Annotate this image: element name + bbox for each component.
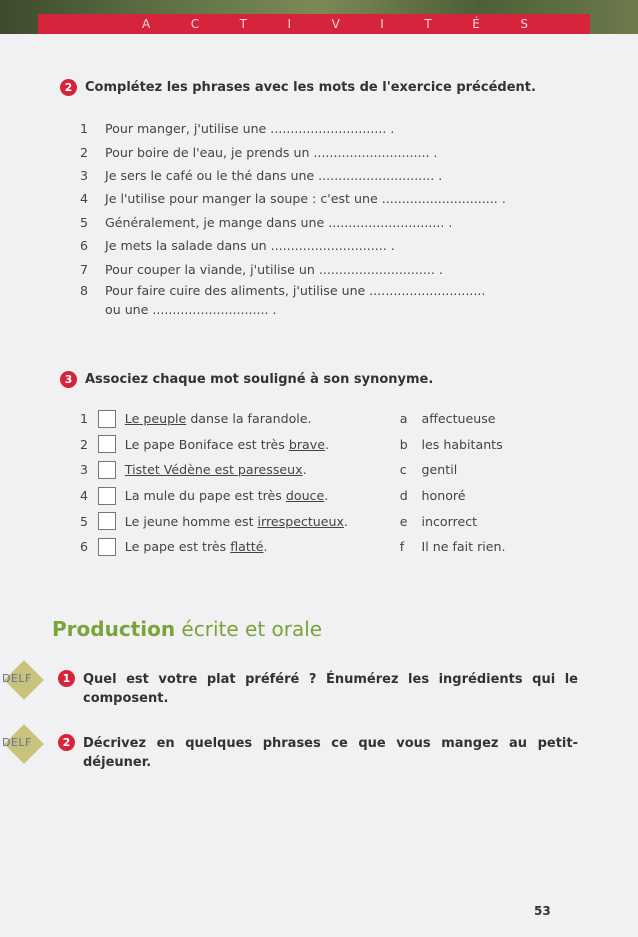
delf-question-2: [0, 734, 590, 772]
exercise-3-instruction: Associez chaque mot souligné à son synonyme.: [85, 372, 434, 387]
question-1-text: Quel est votre plat préféré ? Énumérez les ingrédients qui le composent.: [83, 672, 578, 706]
synonym-letter: f: [399, 539, 405, 555]
underlined-word: Tistet Védène est paresseux: [124, 462, 303, 478]
banner-letter: A: [142, 17, 151, 31]
item-text: Je sers le café ou le thé dans une ............................. .: [105, 167, 443, 183]
synonym: Il ne fait rien.: [421, 539, 506, 555]
matching-row: [80, 406, 560, 432]
item-text: Pour boire de l'eau, je prends un ............................. .: [105, 144, 438, 160]
exercise-2-heading: [60, 79, 536, 96]
item-text: Généralement, je mange dans une ............................. .: [105, 214, 453, 230]
banner-letter: I: [287, 17, 292, 31]
synonym: affectueuse: [421, 411, 496, 427]
banner-letter: V: [331, 17, 340, 31]
delf-badge: [0, 727, 58, 761]
question-2-text: Décrivez en quelques phrases ce que vous mangez au petit-déjeuner.: [83, 736, 578, 770]
banner-letter: S: [520, 17, 528, 31]
underlined-word: irrespectueux: [257, 513, 344, 529]
item-number: 5: [80, 513, 89, 529]
underlined-word: brave: [288, 436, 325, 452]
sentence-post: .: [302, 462, 307, 478]
activites-banner: [0, 0, 638, 34]
answer-checkbox[interactable]: [98, 461, 116, 479]
sentence: [125, 539, 400, 554]
banner-letter: T: [239, 17, 247, 31]
delf-label: DELF: [2, 736, 32, 749]
banner-strip: [38, 14, 590, 34]
exercise-3-list: [80, 406, 560, 560]
exercise-number-badge: 2: [60, 79, 77, 96]
sentence: [125, 411, 400, 426]
list-item: [80, 140, 550, 163]
item-number: 1: [80, 411, 89, 427]
answer-checkbox[interactable]: [98, 435, 116, 453]
matching-row: [80, 483, 560, 509]
sentence-post: .: [324, 488, 329, 504]
item-text: Pour manger, j'utilise une ............................. .: [105, 121, 395, 137]
sentence-pre: Le pape Boniface est très: [124, 436, 289, 452]
item-number: 1: [80, 121, 89, 137]
item-number: 8: [80, 282, 89, 298]
item-text: Je mets la salade dans un ............................. .: [105, 238, 395, 254]
sentence-post: .: [343, 513, 348, 529]
banner-letter: T: [424, 17, 432, 31]
sentence-pre: La mule du pape est très: [124, 488, 286, 504]
sentence: [125, 437, 400, 452]
item-number: 3: [80, 462, 89, 478]
synonym-letter: e: [399, 513, 408, 529]
underlined-word: Le peuple: [124, 411, 187, 427]
exercise-2-list: [80, 117, 550, 321]
list-item: [80, 281, 550, 321]
synonym: incorrect: [421, 513, 478, 529]
sentence-post: .: [324, 436, 329, 452]
question-number-badge: 2: [58, 734, 75, 751]
matching-row: [80, 508, 560, 534]
synonym-letter: b: [399, 436, 408, 452]
synonym-letter: c: [399, 462, 407, 478]
matching-row: [80, 457, 560, 483]
sentence-post: danse la farandole.: [186, 411, 312, 427]
sentence-pre: Le pape est très: [124, 539, 231, 555]
banner-letter: C: [190, 17, 200, 31]
list-item: [80, 234, 550, 257]
item-number: 5: [80, 214, 89, 230]
synonym-letter: a: [399, 411, 408, 427]
banner-letter: É: [472, 17, 480, 31]
exercise-number-badge: 3: [60, 371, 77, 388]
production-title-rest: écrite et orale: [175, 617, 323, 641]
list-item: [80, 257, 550, 280]
list-item: [80, 164, 550, 187]
answer-checkbox[interactable]: [98, 512, 116, 530]
delf-badge: [0, 663, 58, 697]
matching-row: [80, 432, 560, 458]
production-title-bold: Production: [52, 617, 176, 641]
sentence: [125, 488, 400, 503]
item-number: 4: [80, 191, 89, 207]
sentence-post: .: [263, 539, 268, 555]
list-item: [80, 187, 550, 210]
list-item: [80, 211, 550, 234]
exercise-3-heading: [60, 371, 433, 388]
exercise-2-instruction: Complétez les phrases avec les mots de l'exercice précédent.: [85, 80, 536, 95]
synonym-letter: d: [399, 488, 408, 504]
item-number: 2: [80, 144, 89, 160]
page-number: 53: [534, 904, 551, 918]
item-text: Pour couper la viande, j'utilise un ............................. .: [105, 261, 443, 277]
item-text-block: [105, 281, 485, 319]
sentence: [125, 514, 400, 529]
delf-question-1: [0, 670, 590, 708]
sentence: [125, 462, 400, 477]
underlined-word: flatté: [230, 539, 264, 555]
item-number: 2: [80, 436, 89, 452]
sentence-pre: Le jeune homme est: [124, 513, 258, 529]
item-number: 3: [80, 167, 89, 183]
synonym: les habitants: [421, 436, 503, 452]
item-text: Pour faire cuire des aliments, j'utilise une .............................: [105, 282, 486, 298]
item-text-continued: ou une ............................. .: [105, 301, 277, 317]
synonym: honoré: [421, 488, 466, 504]
answer-checkbox[interactable]: [98, 410, 116, 428]
item-number: 6: [80, 238, 89, 254]
answer-checkbox[interactable]: [98, 538, 116, 556]
synonym: gentil: [421, 462, 458, 478]
item-number: 7: [80, 261, 89, 277]
matching-row: [80, 534, 560, 560]
answer-checkbox[interactable]: [98, 487, 116, 505]
underlined-word: douce: [285, 488, 325, 504]
item-number: 6: [80, 539, 89, 555]
question-number-badge: 1: [58, 670, 75, 687]
production-title: [52, 617, 322, 641]
banner-letter: I: [380, 17, 384, 31]
item-text: Je l'utilise pour manger la soupe : c'est une ............................. .: [105, 191, 506, 207]
item-number: 4: [80, 488, 89, 504]
list-item: [80, 117, 550, 140]
delf-label: DELF: [2, 672, 32, 685]
